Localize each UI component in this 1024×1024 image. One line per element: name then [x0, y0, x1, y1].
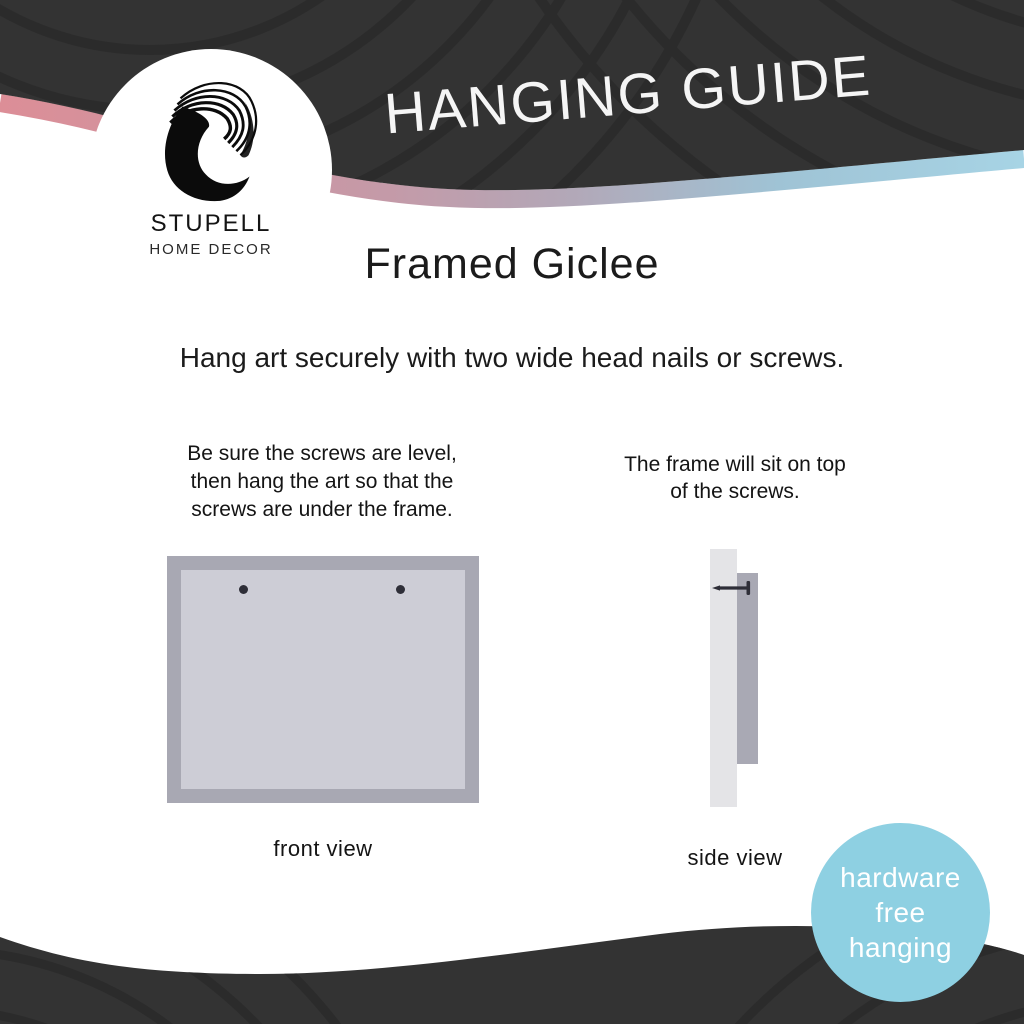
page-title: HANGING GUIDE	[382, 43, 874, 147]
side-view-frame-bar	[737, 573, 758, 764]
instruction-text: Hang art securely with two wide head nails or screws.	[179, 342, 845, 373]
side-view-caption: side view	[687, 845, 783, 870]
front-instruction-line: then hang the art so that the	[190, 470, 454, 493]
front-view-caption: front view	[273, 836, 373, 861]
front-instruction-line: screws are under the frame.	[191, 498, 453, 521]
badge-line: hanging	[848, 932, 953, 963]
stupell-s-logo-icon	[152, 74, 274, 208]
front-instruction-text	[142, 440, 502, 524]
brand-tagline: HOME DECOR	[149, 241, 273, 258]
front-instruction-line: Be sure the screws are level,	[187, 442, 457, 465]
side-instruction-text	[555, 451, 915, 505]
badge-line: free	[875, 897, 926, 928]
hardware-free-badge	[811, 823, 990, 1002]
screw-icon	[396, 585, 405, 594]
product-title: Framed Giclee	[364, 240, 660, 288]
nail-icon	[712, 580, 754, 596]
side-instruction-line: of the screws.	[670, 480, 800, 503]
screw-icon	[239, 585, 248, 594]
side-instruction-line: The frame will sit on top	[624, 453, 846, 476]
front-view-diagram	[167, 556, 479, 803]
badge-line: hardware	[840, 862, 961, 893]
brand-name: STUPELL	[150, 210, 272, 237]
